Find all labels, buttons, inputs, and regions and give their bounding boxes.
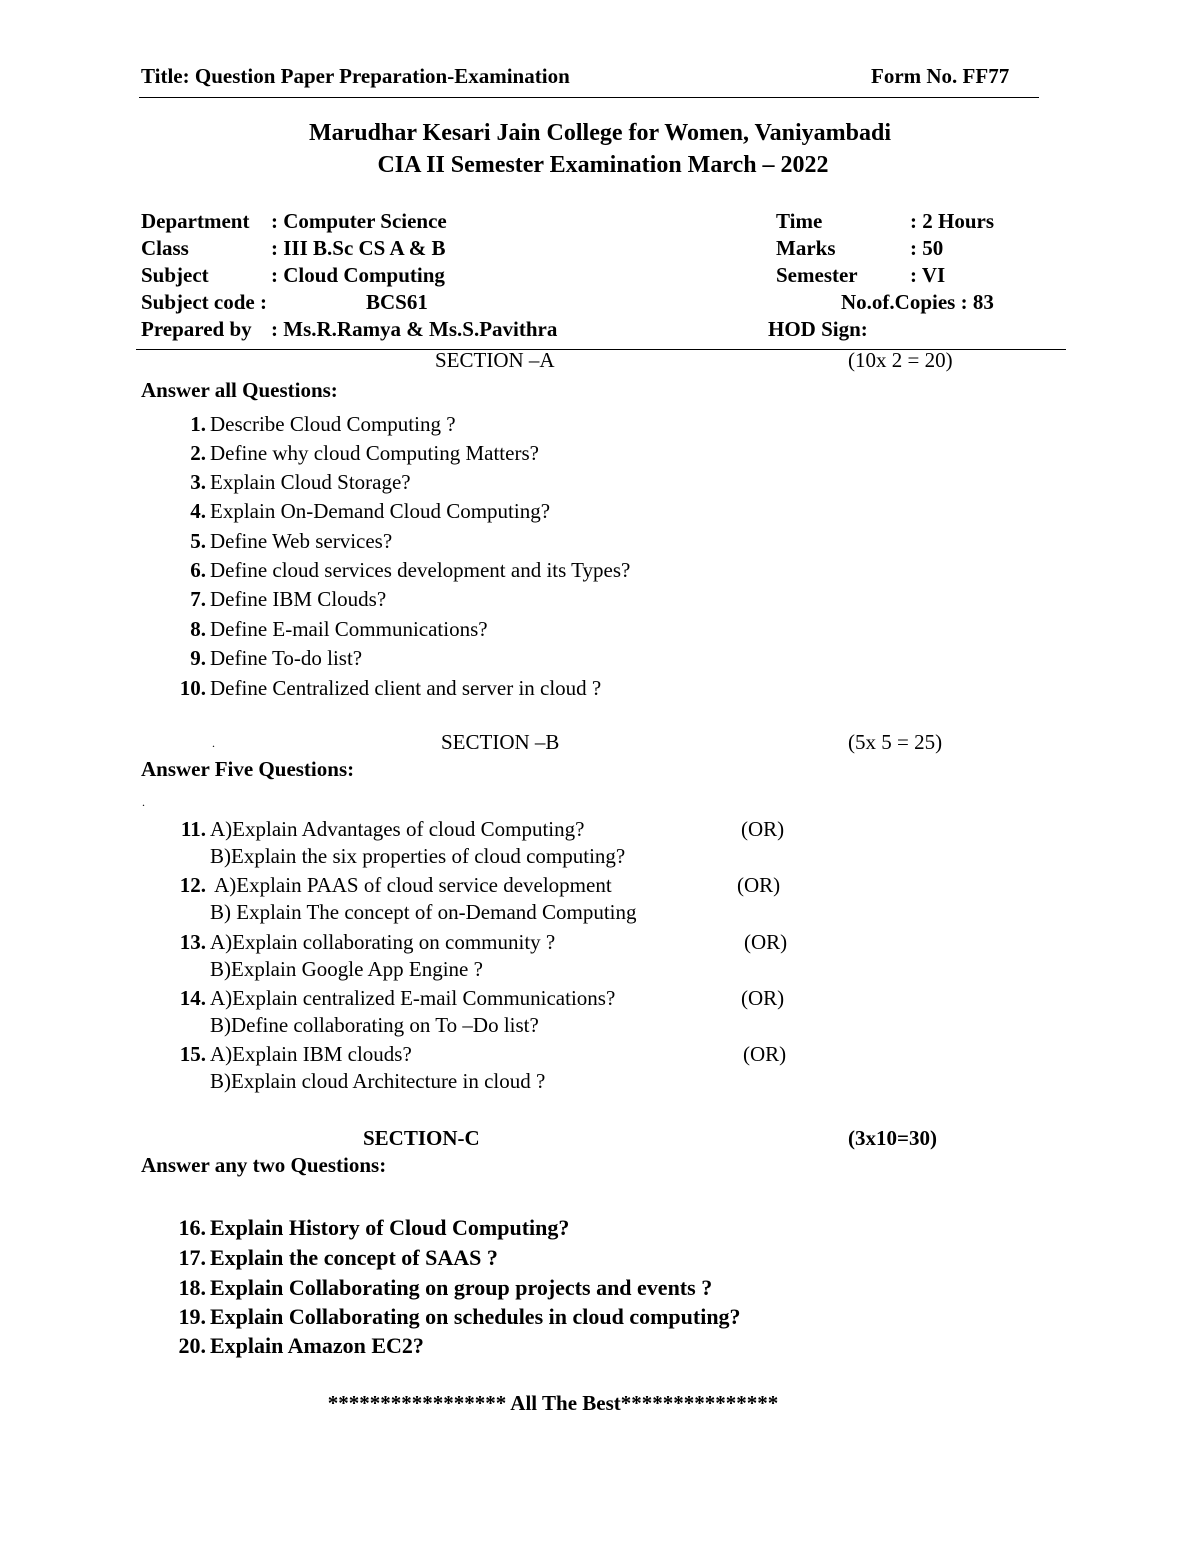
question-option-b: B)Explain the six properties of cloud computing? bbox=[210, 844, 626, 868]
question-number: 16. bbox=[178, 1215, 206, 1240]
question-number: 13. bbox=[179, 930, 206, 954]
list-item bbox=[170, 1245, 498, 1271]
question-option-a: A)Explain collaborating on community ? bbox=[210, 930, 556, 954]
section-b-marks: (5x 5 = 25) bbox=[848, 730, 943, 754]
question-number: 5. bbox=[190, 529, 206, 553]
question-text: Define Web services? bbox=[210, 529, 393, 553]
subject-code-value: BCS61 bbox=[366, 290, 428, 314]
list-item bbox=[170, 558, 630, 583]
question-text: Explain the concept of SAAS ? bbox=[210, 1245, 498, 1270]
list-item bbox=[170, 1215, 569, 1241]
header-rule bbox=[139, 97, 1039, 98]
form-number: Form No. FF77 bbox=[871, 64, 1010, 88]
subject-code-label: Subject code : bbox=[141, 290, 267, 314]
question-text: Explain Cloud Storage? bbox=[210, 470, 411, 494]
question-text: Explain Amazon EC2? bbox=[210, 1333, 424, 1358]
question-option-b: B)Explain cloud Architecture in cloud ? bbox=[210, 1069, 546, 1093]
question-number: 11. bbox=[180, 817, 206, 841]
question-number: 4. bbox=[190, 499, 206, 523]
department-label: Department bbox=[141, 209, 250, 233]
question-number: 12. bbox=[179, 873, 206, 897]
question-option-b: B) Explain The concept of on-Demand Computing bbox=[210, 900, 637, 924]
list-item bbox=[170, 529, 392, 554]
list-item bbox=[170, 817, 584, 842]
question-text: Define why cloud Computing Matters? bbox=[210, 441, 539, 465]
section-b-title: SECTION –B bbox=[441, 730, 560, 754]
question-number: 8. bbox=[190, 617, 206, 641]
class-label: Class bbox=[141, 236, 189, 260]
or-label: (OR) bbox=[743, 1042, 787, 1066]
subject-value: : Cloud Computing bbox=[271, 263, 445, 287]
question-option-a: A)Explain Advantages of cloud Computing? bbox=[210, 817, 585, 841]
question-number: 2. bbox=[190, 441, 206, 465]
stray-dot: . bbox=[142, 795, 145, 809]
section-a-marks: (10x 2 = 20) bbox=[848, 348, 953, 372]
prepared-by-label: Prepared by bbox=[141, 317, 252, 341]
list-item bbox=[170, 986, 615, 1011]
list-item bbox=[170, 873, 612, 898]
list-item bbox=[170, 617, 488, 642]
question-option-b: B)Define collaborating on To –Do list? bbox=[210, 1013, 539, 1037]
subject-label: Subject bbox=[141, 263, 209, 287]
list-item bbox=[170, 930, 555, 955]
question-option-a: A)Explain centralized E-mail Communications? bbox=[210, 986, 616, 1010]
section-a-instruction: Answer all Questions: bbox=[141, 378, 338, 402]
footer-wishes: ***************** All The Best*************** bbox=[327, 1391, 779, 1415]
list-item bbox=[170, 676, 601, 701]
question-number: 14. bbox=[179, 986, 206, 1010]
marks-value: : 50 bbox=[910, 236, 944, 260]
question-text: Explain Collaborating on schedules in cloud computing? bbox=[210, 1304, 741, 1329]
question-text: Describe Cloud Computing ? bbox=[210, 412, 456, 436]
question-text: Define cloud services development and its Types? bbox=[210, 558, 631, 582]
list-item bbox=[170, 412, 456, 437]
marks-label: Marks bbox=[776, 236, 836, 260]
question-text: Explain On-Demand Cloud Computing? bbox=[210, 499, 551, 523]
list-item bbox=[170, 441, 539, 466]
or-label: (OR) bbox=[737, 873, 781, 897]
class-value: : III B.Sc CS A & B bbox=[271, 236, 446, 260]
question-number: 1. bbox=[190, 412, 206, 436]
list-item bbox=[170, 1304, 741, 1330]
question-option-a: A)Explain PAAS of cloud service development bbox=[210, 873, 612, 897]
question-text: Define To-do list? bbox=[210, 646, 363, 670]
question-number: 20. bbox=[178, 1333, 206, 1358]
or-label: (OR) bbox=[744, 930, 788, 954]
question-number: 15. bbox=[179, 1042, 206, 1066]
question-text: Define Centralized client and server in cloud ? bbox=[210, 676, 602, 700]
section-b-instruction: Answer Five Questions: bbox=[141, 757, 355, 781]
list-item bbox=[170, 1275, 712, 1301]
question-text: Define E-mail Communications? bbox=[210, 617, 488, 641]
document-title: Title: Question Paper Preparation-Examination bbox=[141, 64, 570, 88]
section-a-title: SECTION –A bbox=[435, 348, 555, 372]
copies-count: No.of.Copies : 83 bbox=[841, 290, 994, 314]
question-number: 3. bbox=[190, 470, 206, 494]
question-number: 7. bbox=[190, 587, 206, 611]
question-text: Define IBM Clouds? bbox=[210, 587, 387, 611]
question-number: 9. bbox=[190, 646, 206, 670]
question-number: 18. bbox=[178, 1275, 206, 1300]
section-c-instruction: Answer any two Questions: bbox=[141, 1153, 387, 1177]
question-number: 17. bbox=[178, 1245, 206, 1270]
stray-dot: . bbox=[212, 736, 215, 750]
college-name: Marudhar Kesari Jain College for Women, Vaniyambadi bbox=[308, 120, 892, 146]
question-text: Explain Collaborating on group projects and events ? bbox=[210, 1275, 713, 1300]
department-value: : Computer Science bbox=[271, 209, 447, 233]
question-number: 6. bbox=[190, 558, 206, 582]
prepared-by-value: : Ms.R.Ramya & Ms.S.Pavithra bbox=[271, 317, 558, 341]
question-option-b: B)Explain Google App Engine ? bbox=[210, 957, 483, 981]
time-value: : 2 Hours bbox=[910, 209, 994, 233]
exam-title: CIA II Semester Examination March – 2022 bbox=[377, 152, 829, 178]
or-label: (OR) bbox=[741, 986, 785, 1010]
section-c-title: SECTION-C bbox=[363, 1126, 480, 1150]
question-text: Explain History of Cloud Computing? bbox=[210, 1215, 570, 1240]
list-item bbox=[170, 587, 386, 612]
or-label: (OR) bbox=[741, 817, 785, 841]
list-item bbox=[170, 470, 411, 495]
list-item bbox=[170, 1042, 412, 1067]
time-label: Time bbox=[776, 209, 823, 233]
semester-label: Semester bbox=[776, 263, 858, 287]
list-item bbox=[170, 499, 550, 524]
semester-value: : VI bbox=[910, 263, 946, 287]
question-option-a: A)Explain IBM clouds? bbox=[210, 1042, 412, 1066]
question-number: 19. bbox=[178, 1304, 206, 1329]
list-item bbox=[170, 1333, 424, 1359]
section-c-marks: (3x10=30) bbox=[848, 1126, 937, 1150]
hod-sign: HOD Sign: bbox=[768, 317, 868, 341]
list-item bbox=[170, 646, 362, 671]
question-number: 10. bbox=[179, 676, 206, 700]
